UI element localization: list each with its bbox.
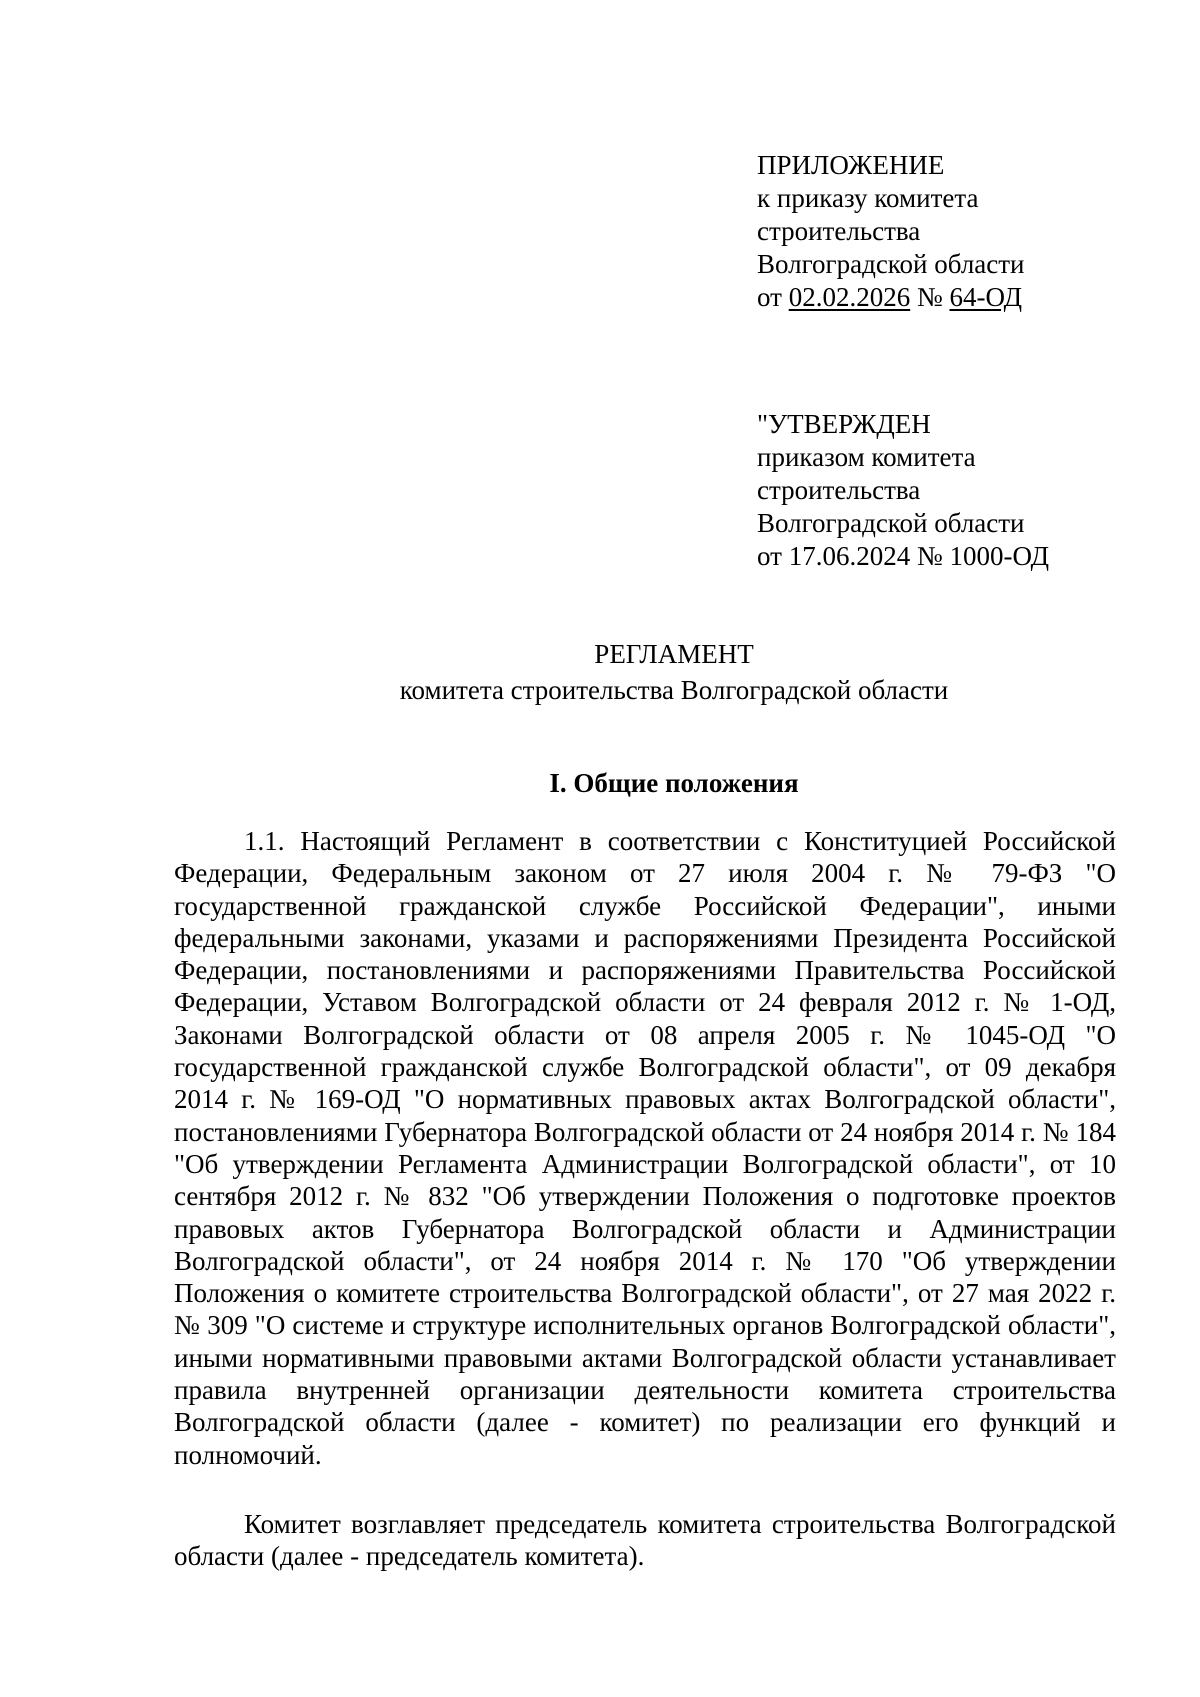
appendix-number-prefix: № (916, 282, 943, 312)
document-title (174, 636, 1174, 708)
paragraph-1-1: 1.1. Настоящий Регламент в соответствии с Конституцией Российской Федерации, Федеральным законом от 27 июля 2004 г. № 79-ФЗ "О государственной гражданской службе Российской Федерации", иными федеральными законами, указами и распоряжениями Президента Российской Федерации, постановлениями и распоряжениями Правительства Российской Федерации, Уставом Волгоградской области от 24 февраля 2012 г. № 1-ОД, Законами Волгоградской области от 08 апреля 2005 г. № 1045-ОД "О государственной гражданской службе Волгоградской области", от 09 декабря 2014 г. № 169-ОД "О нормативных правовых актах Волгоградской области", постановлениями Губернатора Волгоградской области от 24 ноября 2014 г. № 184 "Об утверждении Регламента Администрации Волгоградской области", от 10 сентября 2012 г. № 832 "Об утверждении Положения о подготовке проектов правовых актов Губернатора Волгоградской области и Администрации Волгоградской области", от 24 ноября 2014 г. № 170 "Об утверждении Положения о комитете строительства Волгоградской области", от 27 мая 2022 г. № 309 "О системе и структуре исполнительных органов Волгоградской области", иными нормативными правовыми актами Волгоградской области устанавливает правила внутренней организации деятельности комитета строительства Волгоградской области (далее - комитет) по реализации его функций и полномочий. (174, 826, 1116, 1470)
appendix-date: 02.02.2026 (788, 282, 911, 312)
approved-line-order: приказом комитета (757, 442, 976, 472)
appendix-line-order: к приказу комитета (757, 183, 979, 213)
section-heading: I. Общие положения (549, 768, 799, 798)
paragraph-committee-head: Комитет возглавляет председатель комитета строительства Волгоградской области (далее - председатель комитета). (174, 1509, 1116, 1572)
approved-line-committee: строительства (757, 475, 921, 505)
title-subtitle: комитета строительства Волгоградской области (399, 675, 949, 705)
appendix-number: 64-ОД (949, 282, 1023, 312)
approved-date-line: от 17.06.2024 № 1000-ОД (757, 541, 1050, 571)
title-main: РЕГЛАМЕНТ (594, 639, 754, 669)
appendix-block (757, 149, 1025, 314)
appendix-line-region: Волгоградской области (757, 249, 1025, 279)
approved-line-region: Волгоградской области (757, 508, 1025, 538)
appendix-line-committee: строительства (757, 216, 921, 246)
approved-label: "УТВЕРЖДЕН (757, 409, 931, 439)
appendix-date-line (757, 281, 1025, 314)
appendix-label: ПРИЛОЖЕНИЕ (757, 150, 945, 180)
appendix-date-prefix: от (757, 282, 782, 312)
approved-block (757, 408, 1049, 573)
paragraph-head-container (174, 1508, 1116, 1573)
paragraph-1-1-container (174, 825, 1116, 1471)
